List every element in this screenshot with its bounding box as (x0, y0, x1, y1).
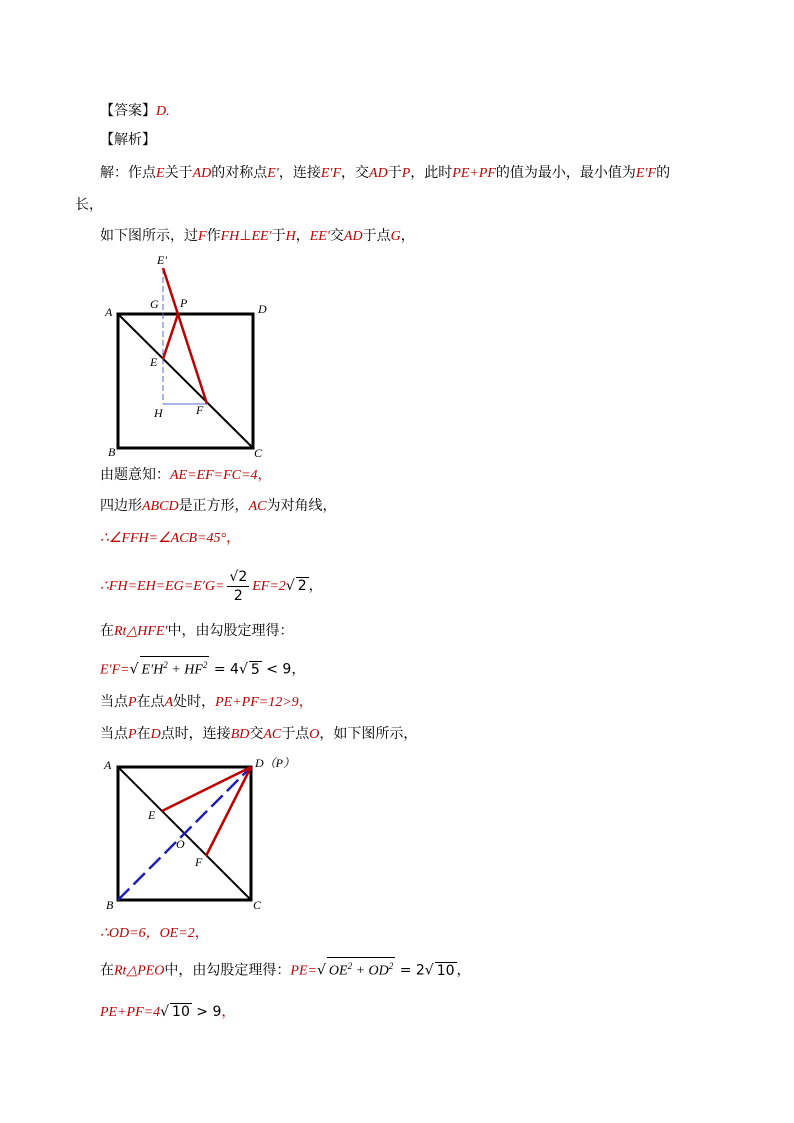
math: G (390, 229, 401, 244)
text: 交 (329, 228, 344, 244)
radical-sign: √ (129, 661, 139, 678)
text: 当点 (100, 694, 128, 710)
radicand: 10 (172, 1004, 190, 1020)
label-e: E (148, 808, 156, 822)
radical-sign: √ (424, 962, 434, 979)
line-pe (163, 314, 178, 359)
text: 解：作点 (100, 165, 156, 181)
math: BD (230, 727, 250, 742)
exponent: 2 (163, 660, 168, 670)
term: < 9 (261, 661, 292, 678)
figure-1 (100, 250, 280, 460)
solution-line-7 (100, 621, 293, 642)
text: 中，由勾股定理得： (167, 623, 294, 639)
solution-line-10 (100, 724, 417, 745)
math: ∴∠FFH=∠ACB=45° (100, 531, 227, 546)
math: PE+PF (452, 166, 496, 181)
label-b: B (106, 898, 114, 912)
text: ， (298, 694, 313, 710)
text: ， (456, 962, 471, 979)
label-g: G (150, 297, 159, 311)
math: ⊥ (239, 228, 252, 244)
solution-line-13 (100, 999, 235, 1026)
text: ，此时 (410, 165, 453, 181)
math: P (128, 695, 137, 710)
text: 由题意知： (100, 467, 170, 483)
line-pf (206, 767, 251, 856)
answer-value: D. (156, 104, 170, 119)
math: Rt△HFE′ (114, 624, 168, 639)
text: 的 (656, 165, 671, 181)
text: ，交 (341, 165, 370, 181)
math: ∴OD=6，OE=2 (100, 926, 195, 941)
solution-line-12 (100, 957, 471, 985)
label-o: O (176, 837, 185, 851)
math: ABCD (142, 499, 179, 514)
text: ， (226, 530, 241, 546)
text: 在 (100, 962, 114, 979)
term: + OD (352, 963, 389, 979)
line-pe (162, 767, 251, 811)
radical-sign: √ (238, 661, 248, 678)
text: ，连接 (278, 165, 321, 181)
analysis-heading (100, 130, 156, 150)
text: ， (295, 228, 310, 244)
radical-sign: √ (285, 578, 295, 594)
label-a: A (105, 305, 113, 319)
text: 交 (249, 726, 264, 742)
label-e: E (150, 355, 158, 369)
text: 四边形 (100, 498, 142, 514)
math: AC (248, 499, 267, 514)
exponent: 2 (202, 660, 208, 670)
text: 点时，连接 (160, 726, 231, 742)
solution-line-1 (100, 163, 670, 184)
math: E′F (320, 166, 342, 181)
term: = 2 (395, 962, 425, 979)
math: O (309, 727, 320, 742)
math: E′ (267, 166, 279, 181)
math: FH (220, 229, 240, 244)
solution-line-6 (100, 566, 323, 607)
radicand: 10 (436, 962, 455, 979)
text: 处时， (173, 694, 216, 710)
label-d: D (258, 302, 267, 316)
label-d-p: D（P） (255, 756, 295, 770)
label-f: F (196, 403, 204, 417)
term: + HF (167, 662, 203, 678)
radicand: 2 (297, 578, 307, 594)
text: ， (291, 661, 306, 678)
fraction-denominator: 2 (233, 587, 243, 604)
math: D (150, 727, 161, 742)
text: ，如下图所示， (319, 726, 418, 742)
radicand (327, 957, 395, 980)
math: PE= (290, 963, 317, 979)
solution-line-11 (100, 923, 209, 944)
math: H (285, 229, 296, 244)
term: > 9 (191, 1004, 222, 1020)
text: 中，由勾股定理得： (164, 962, 291, 979)
label-a: A (104, 758, 112, 772)
text: 当点 (100, 726, 128, 742)
text: ， (308, 578, 323, 594)
solution-line-2 (100, 226, 415, 247)
math: EE′ (309, 229, 330, 244)
text: 是正方形， (178, 498, 249, 514)
answer-bracket: 【答案】 (100, 103, 156, 119)
text: 的对称点 (211, 165, 268, 181)
math: EF=2 (252, 579, 286, 594)
solution-line-5 (100, 528, 240, 549)
math: E′F (635, 166, 657, 181)
text: 关于 (164, 165, 193, 181)
text: ， (257, 467, 272, 483)
solution-line-4 (100, 496, 336, 517)
text: 于 (271, 228, 286, 244)
solution-line-9 (100, 692, 313, 713)
math: Rt△PEO (114, 963, 165, 979)
label-c: C (254, 446, 263, 460)
analysis-bracket: 【解析】 (100, 132, 156, 148)
math: AC (263, 727, 282, 742)
text: 在 (100, 623, 114, 639)
figure-2 (100, 752, 295, 912)
text: 于 (387, 165, 402, 181)
math: E′F= (100, 662, 130, 678)
radicand: 5 (250, 661, 260, 678)
math: AD (343, 229, 363, 244)
text: 的值为最小，最小值为 (495, 165, 636, 181)
math: EE′ (251, 229, 272, 244)
label-e-prime: E' (157, 253, 167, 267)
math: F (198, 229, 207, 244)
math: PE+PF=12>9 (215, 695, 299, 710)
term: = 4 (209, 661, 239, 678)
label-c: C (253, 898, 262, 912)
math: P (401, 166, 411, 181)
math: ∴FH=EH=EG=E′G= (100, 579, 225, 594)
text: 在 (136, 726, 151, 742)
text: 在点 (136, 694, 165, 710)
text: ， (221, 1004, 236, 1020)
radicand (140, 656, 210, 679)
math: AD (192, 166, 212, 181)
math: A (164, 695, 174, 710)
term: E′H (141, 662, 164, 678)
exponent: 2 (388, 961, 394, 971)
math: P (128, 727, 137, 742)
text: ， (194, 925, 209, 941)
text: 为对角线， (266, 498, 337, 514)
text: 于点 (281, 726, 310, 742)
term: OE (328, 963, 348, 979)
text: 于点 (362, 228, 391, 244)
radical-sign: √ (160, 1004, 170, 1020)
solution-line-3 (100, 465, 271, 486)
label-h: H (154, 406, 163, 420)
solution-line-1b (75, 195, 103, 215)
math: AD (369, 166, 388, 181)
label-p: P (180, 296, 188, 310)
text: 如下图所示，过 (100, 228, 198, 244)
answer-line (100, 101, 170, 122)
solution-line-8 (100, 656, 305, 684)
label-b: B (108, 445, 116, 459)
math: E (156, 166, 165, 181)
radical-sign: √ (316, 962, 326, 979)
text: ， (400, 228, 415, 244)
exponent: 2 (347, 961, 353, 971)
label-f: F (195, 855, 203, 869)
math: PE+PF=4 (100, 1005, 161, 1020)
fraction (227, 568, 249, 605)
math: AE=EF=FC=4 (170, 468, 258, 483)
text: 作 (206, 228, 221, 244)
text: 长， (75, 197, 103, 213)
fraction-numerator: √2 (229, 568, 248, 585)
